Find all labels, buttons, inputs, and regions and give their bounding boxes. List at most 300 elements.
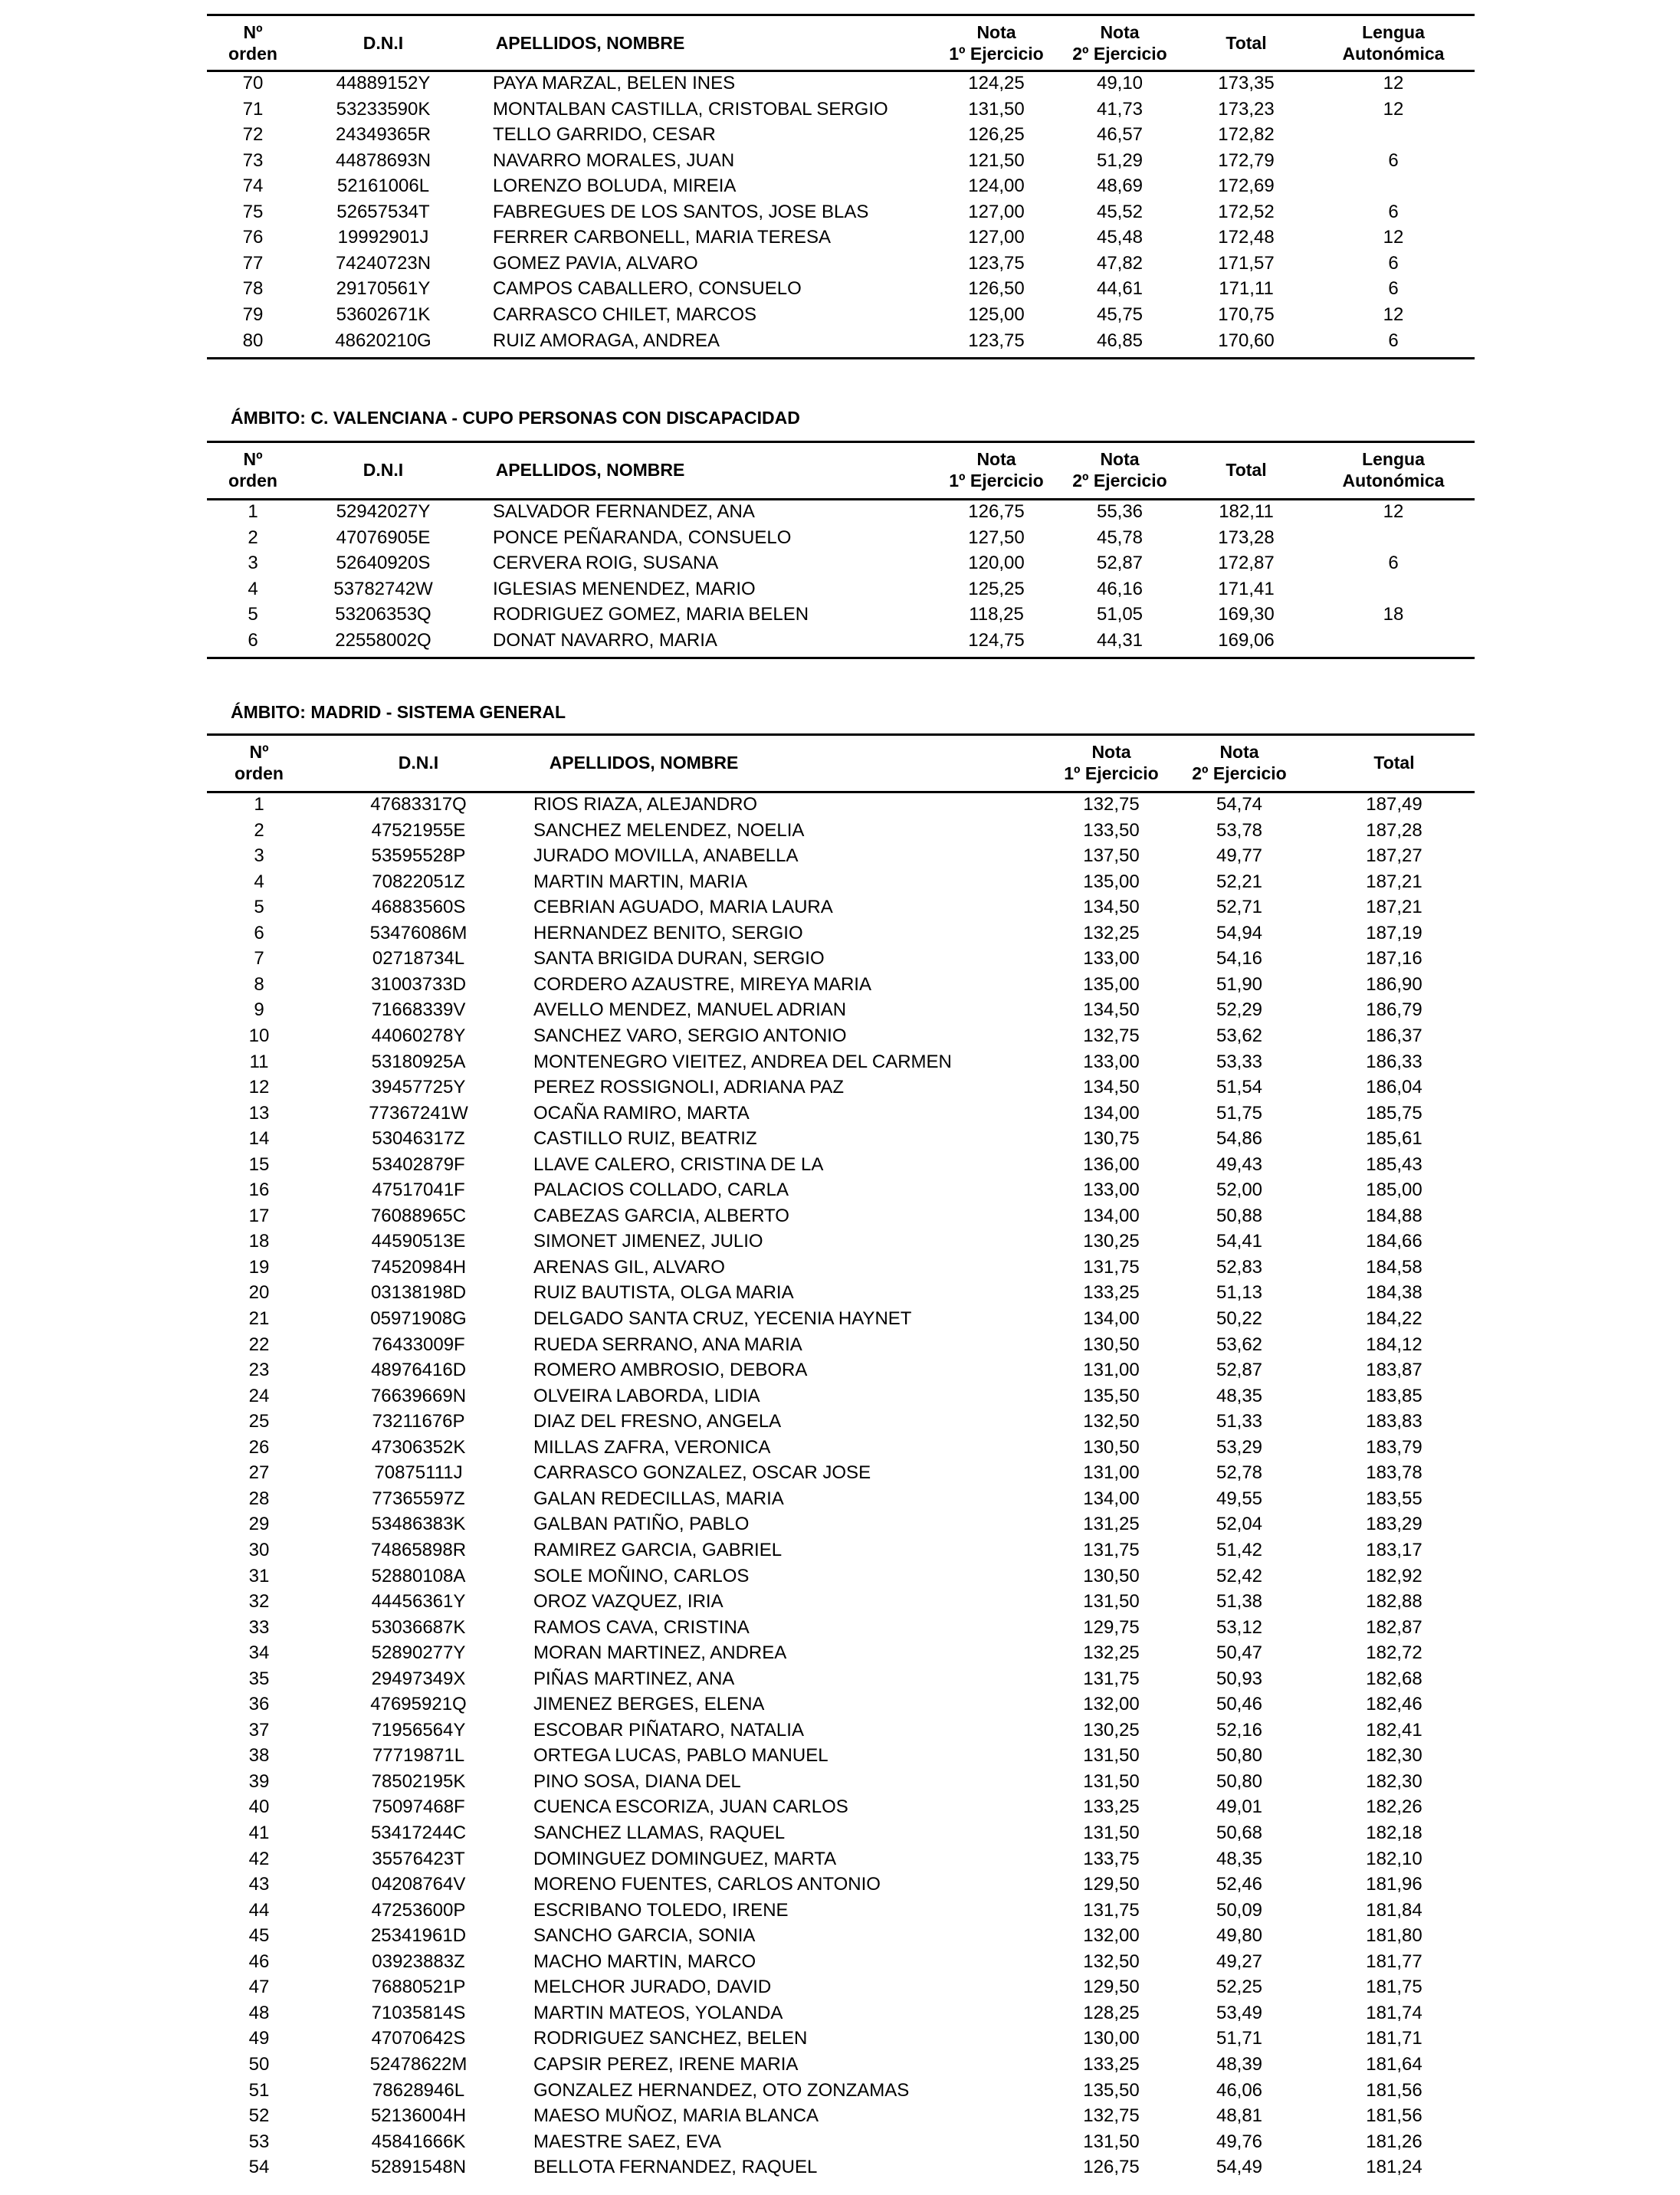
cell-nota2: 44,61 — [1096, 278, 1144, 300]
cell-dni: 76088965C — [370, 1205, 467, 1226]
cell-name: DIAZ DEL FRESNO, ANGELA — [533, 1411, 782, 1432]
cell-name: CAPSIR PEREZ, IRENE MARIA — [533, 2053, 799, 2075]
cell-dni: 78628946L — [372, 2079, 465, 2101]
table-row — [207, 1537, 1475, 1563]
cell-name: FABREGUES DE LOS SANTOS, JOSE BLAS — [493, 201, 869, 222]
table-row — [207, 1177, 1475, 1203]
table-row — [207, 1820, 1475, 1846]
cell-nota2: 49,27 — [1216, 1951, 1263, 1972]
cell-name: LLAVE CALERO, CRISTINA DE LA — [533, 1153, 824, 1175]
table-top-rule — [207, 14, 1475, 16]
header-label: Nota 1º Ejercicio — [949, 22, 1044, 64]
cell-nota1: 123,75 — [968, 252, 1025, 274]
cell-total: 170,60 — [1218, 330, 1275, 351]
table-row — [207, 1769, 1475, 1795]
cell-nota2: 50,09 — [1216, 1899, 1263, 1921]
cell-dni: 74865898R — [370, 1539, 467, 1560]
cell-name: RODRIGUEZ GOMEZ, MARIA BELEN — [493, 604, 809, 625]
cell-nota1: 132,00 — [1083, 1925, 1140, 1947]
table-row — [207, 1229, 1475, 1255]
header-total — [1189, 18, 1304, 67]
cell-total: 182,88 — [1366, 1591, 1422, 1613]
cell-dni: 77367241W — [369, 1102, 468, 1124]
cell-name: RAMOS CAVA, CRISTINA — [533, 1616, 750, 1638]
cell-total: 182,68 — [1366, 1668, 1422, 1689]
results-table-continued — [207, 14, 1475, 359]
cell-dni: 44590513E — [371, 1231, 466, 1252]
table-row — [207, 1949, 1475, 1975]
cell-dni: 44060278Y — [371, 1025, 466, 1046]
cell-nota1: 137,50 — [1083, 845, 1140, 867]
cell-total: 183,85 — [1366, 1385, 1422, 1406]
cell-total: 182,87 — [1366, 1616, 1422, 1638]
cell-nota1: 131,50 — [1083, 1591, 1140, 1613]
cell-dni: 03138198D — [370, 1282, 467, 1304]
cell-orden: 27 — [248, 1462, 270, 1484]
cell-total: 183,79 — [1366, 1436, 1422, 1458]
cell-lengua: 6 — [1388, 330, 1399, 351]
cell-name: MORAN MARTINEZ, ANDREA — [533, 1642, 787, 1664]
cell-nota1: 132,50 — [1083, 1411, 1140, 1432]
header-name — [399, 18, 782, 67]
cell-total: 171,41 — [1218, 578, 1275, 599]
cell-total: 173,35 — [1218, 73, 1275, 94]
cell-dni: 74520984H — [370, 1256, 467, 1278]
cell-nota1: 131,75 — [1083, 1899, 1140, 1921]
cell-nota2: 52,71 — [1216, 897, 1263, 918]
cell-nota1: 135,00 — [1083, 973, 1140, 995]
cell-orden: 31 — [248, 1565, 270, 1586]
cell-name: PAYA MARZAL, BELEN INES — [493, 73, 736, 94]
cell-total: 173,23 — [1218, 98, 1275, 120]
table-row — [207, 1743, 1475, 1769]
cell-orden: 79 — [242, 303, 264, 325]
table-row — [207, 2078, 1475, 2104]
table-row — [207, 328, 1475, 354]
cell-nota2: 53,12 — [1216, 1616, 1263, 1638]
table-row — [207, 2026, 1475, 2052]
cell-nota2: 49,80 — [1216, 1925, 1263, 1947]
cell-nota2: 45,52 — [1096, 201, 1144, 222]
table-row — [207, 2154, 1475, 2180]
header-total — [1337, 738, 1452, 787]
table-row — [207, 1075, 1475, 1101]
cell-orden: 37 — [248, 1719, 270, 1741]
header-label: Total — [1226, 460, 1267, 480]
cell-nota1: 127,50 — [968, 527, 1025, 548]
cell-dni: 53036687K — [371, 1616, 466, 1638]
cell-total: 181,75 — [1366, 1977, 1422, 1998]
cell-nota2: 51,33 — [1216, 1411, 1263, 1432]
cell-total: 181,56 — [1366, 2079, 1422, 2101]
cell-orden: 77 — [242, 252, 264, 274]
cell-orden: 40 — [248, 1796, 270, 1818]
table-row — [207, 148, 1475, 174]
cell-nota2: 52,46 — [1216, 1874, 1263, 1895]
header-label: Nota 1º Ejercicio — [949, 449, 1044, 491]
cell-nota2: 48,39 — [1216, 2053, 1263, 2075]
cell-orden: 50 — [248, 2053, 270, 2075]
table-row — [207, 2103, 1475, 2129]
cell-total: 187,19 — [1366, 922, 1422, 943]
cell-name: JURADO MOVILLA, ANABELLA — [533, 845, 799, 867]
cell-orden: 32 — [248, 1591, 270, 1613]
header-label: Nº orden — [228, 22, 277, 64]
table-row — [207, 1460, 1475, 1486]
table-row — [207, 225, 1475, 251]
cell-nota2: 51,75 — [1216, 1102, 1263, 1124]
cell-total: 183,55 — [1366, 1488, 1422, 1509]
table-row — [207, 1691, 1475, 1718]
table-row — [207, 525, 1475, 551]
cell-total: 182,72 — [1366, 1642, 1422, 1664]
cell-nota1: 130,25 — [1083, 1231, 1140, 1252]
cell-dni: 73211676P — [372, 1411, 465, 1432]
cell-dni: 31003733D — [370, 973, 467, 995]
cell-name: CARRASCO GONZALEZ, OSCAR JOSE — [533, 1462, 871, 1484]
cell-dni: 47076905E — [336, 527, 431, 548]
cell-name: MORENO FUENTES, CARLOS ANTONIO — [533, 1874, 881, 1895]
table-row — [207, 251, 1475, 277]
cell-name: SANCHO GARCIA, SONIA — [533, 1925, 756, 1947]
cell-nota2: 47,82 — [1096, 252, 1144, 274]
cell-name: IGLESIAS MENENDEZ, MARIO — [493, 578, 756, 599]
cell-nota1: 136,00 — [1083, 1153, 1140, 1175]
cell-orden: 17 — [248, 1205, 270, 1226]
cell-dni: 75097468F — [372, 1796, 465, 1818]
cell-orden: 2 — [248, 527, 258, 548]
cell-total: 172,48 — [1218, 227, 1275, 248]
cell-name: CAMPOS CABALLERO, CONSUELO — [493, 278, 802, 300]
cell-nota1: 125,00 — [968, 303, 1025, 325]
table-row — [207, 1101, 1475, 1127]
table-row — [207, 997, 1475, 1023]
cell-nota2: 52,87 — [1216, 1360, 1263, 1381]
header-label: Lengua Autonómica — [1342, 22, 1445, 64]
header-label: Total — [1226, 33, 1267, 53]
cell-dni: 77719871L — [372, 1745, 465, 1767]
cell-orden: 5 — [248, 604, 258, 625]
cell-nota1: 120,00 — [968, 553, 1025, 574]
cell-orden: 45 — [248, 1925, 270, 1947]
table-row — [207, 499, 1475, 525]
cell-name: PALACIOS COLLADO, CARLA — [533, 1180, 789, 1201]
cell-orden: 12 — [248, 1077, 270, 1098]
cell-name: RUIZ BAUTISTA, OLGA MARIA — [533, 1282, 794, 1304]
cell-nota2: 52,83 — [1216, 1256, 1263, 1278]
header-label: D.N.I — [363, 460, 404, 480]
cell-dni: 53206353Q — [335, 604, 431, 625]
cell-dni: 35576423T — [372, 1848, 465, 1869]
cell-orden: 74 — [242, 176, 264, 197]
cell-name: SANCHEZ LLAMAS, RAQUEL — [533, 1823, 786, 1843]
header-orden — [207, 18, 299, 67]
cell-lengua: 12 — [1383, 501, 1404, 522]
table-row — [207, 1872, 1475, 1898]
header-label: Nº orden — [228, 449, 277, 491]
cell-total: 181,71 — [1366, 2028, 1422, 2049]
cell-dni: 77365597Z — [372, 1488, 465, 1509]
cell-nota2: 50,80 — [1216, 1745, 1263, 1767]
header-label: Nota 2º Ejercicio — [1072, 22, 1167, 64]
cell-dni: 44878693N — [335, 149, 431, 171]
cell-name: PONCE PEÑARANDA, CONSUELO — [493, 527, 792, 548]
cell-nota1: 131,75 — [1083, 1668, 1140, 1689]
table-row — [207, 199, 1475, 225]
cell-orden: 28 — [248, 1488, 270, 1509]
cell-orden: 73 — [242, 149, 264, 171]
cell-total: 185,43 — [1366, 1153, 1422, 1175]
table-bottom-rule — [207, 657, 1475, 659]
table-row — [207, 1126, 1475, 1152]
header-nota2 — [1066, 18, 1173, 67]
cell-nota1: 133,25 — [1083, 1796, 1140, 1818]
cell-nota2: 46,57 — [1096, 124, 1144, 146]
cell-nota2: 50,46 — [1216, 1694, 1263, 1715]
cell-dni: 53180925A — [371, 1051, 466, 1072]
cell-dni: 52640920S — [336, 553, 431, 574]
cell-orden: 35 — [248, 1668, 270, 1689]
cell-name: MACHO MARTIN, MARCO — [533, 1951, 756, 1972]
table-row — [207, 1152, 1475, 1178]
cell-name: OROZ VAZQUEZ, IRIA — [533, 1591, 724, 1613]
table-row — [207, 1435, 1475, 1461]
cell-dni: 78502195K — [371, 1770, 466, 1792]
cell-nota1: 134,00 — [1083, 1488, 1140, 1509]
cell-dni: 53233590K — [336, 98, 431, 120]
table-row — [207, 1383, 1475, 1409]
cell-nota2: 52,25 — [1216, 1977, 1263, 1998]
header-name — [399, 445, 782, 494]
cell-orden: 6 — [254, 922, 264, 943]
cell-nota1: 133,25 — [1083, 2053, 1140, 2075]
cell-total: 184,58 — [1366, 1256, 1422, 1278]
cell-name: MARTIN MARTIN, MARIA — [533, 871, 748, 892]
cell-nota1: 134,00 — [1083, 1308, 1140, 1329]
cell-name: OLVEIRA LABORDA, LIDIA — [533, 1385, 760, 1406]
cell-total: 182,30 — [1366, 1770, 1422, 1792]
cell-nota2: 55,36 — [1096, 501, 1144, 522]
cell-dni: 47521955E — [371, 819, 466, 841]
cell-orden: 26 — [248, 1436, 270, 1458]
cell-nota1: 132,25 — [1083, 1642, 1140, 1664]
cell-total: 181,77 — [1366, 1951, 1422, 1972]
cell-nota1: 131,00 — [1083, 1360, 1140, 1381]
cell-dni: 44889152Y — [336, 73, 431, 94]
cell-orden: 71 — [242, 98, 264, 120]
header-total — [1189, 445, 1304, 494]
cell-name: DOMINGUEZ DOMINGUEZ, MARTA — [533, 1848, 837, 1869]
cell-total: 187,27 — [1366, 845, 1422, 867]
cell-name: ARENAS GIL, ALVARO — [533, 1256, 725, 1278]
cell-total: 182,46 — [1366, 1694, 1422, 1715]
cell-nota2: 48,35 — [1216, 1848, 1263, 1869]
table-row — [207, 576, 1475, 602]
cell-name: CABEZAS GARCIA, ALBERTO — [533, 1205, 789, 1226]
cell-name: MILLAS ZAFRA, VERONICA — [533, 1436, 771, 1458]
cell-name: MELCHOR JURADO, DAVID — [533, 1977, 772, 1998]
cell-dni: 48976416D — [370, 1360, 467, 1381]
cell-nota1: 124,75 — [968, 629, 1025, 651]
cell-dni: 52161006L — [336, 176, 430, 197]
cell-nota2: 49,76 — [1216, 2131, 1263, 2152]
cell-nota2: 54,16 — [1216, 948, 1263, 970]
cell-total: 187,28 — [1366, 819, 1422, 841]
header-nota1 — [1050, 738, 1173, 787]
cell-dni: 70822051Z — [372, 871, 465, 892]
cell-nota1: 132,75 — [1083, 2105, 1140, 2127]
cell-name: ROMERO AMBROSIO, DEBORA — [533, 1360, 808, 1381]
cell-orden: 38 — [248, 1745, 270, 1767]
header-label: Nota 2º Ejercicio — [1072, 449, 1167, 491]
cell-name: OCAÑA RAMIRO, MARTA — [533, 1102, 750, 1124]
cell-nota1: 133,75 — [1083, 1848, 1140, 1869]
cell-name: NAVARRO MORALES, JUAN — [493, 149, 735, 171]
cell-orden: 13 — [248, 1102, 270, 1124]
table-row — [207, 792, 1475, 818]
cell-orden: 41 — [248, 1823, 270, 1843]
table-row — [207, 1898, 1475, 1924]
cell-nota2: 50,88 — [1216, 1205, 1263, 1226]
cell-nota2: 52,87 — [1096, 553, 1144, 574]
cell-total: 172,52 — [1218, 201, 1275, 222]
cell-total: 182,41 — [1366, 1719, 1422, 1741]
cell-nota1: 134,00 — [1083, 1205, 1140, 1226]
cell-total: 184,12 — [1366, 1334, 1422, 1355]
cell-orden: 7 — [254, 948, 264, 970]
table-row — [207, 122, 1475, 148]
cell-nota2: 48,35 — [1216, 1385, 1263, 1406]
table-row — [207, 628, 1475, 654]
cell-total: 182,10 — [1366, 1848, 1422, 1869]
cell-nota1: 132,00 — [1083, 1694, 1140, 1715]
cell-name: CEBRIAN AGUADO, MARIA LAURA — [533, 897, 833, 918]
cell-orden: 43 — [248, 1874, 270, 1895]
cell-nota2: 54,49 — [1216, 2157, 1263, 2178]
cell-total: 181,56 — [1366, 2105, 1422, 2127]
results-table-madrid-general — [207, 733, 1475, 2190]
cell-name: MONTENEGRO VIEITEZ, ANDREA DEL CARMEN — [533, 1051, 952, 1072]
cell-nota1: 124,00 — [968, 176, 1025, 197]
table-row — [207, 818, 1475, 844]
cell-name: SIMONET JIMENEZ, JULIO — [533, 1231, 763, 1252]
cell-orden: 70 — [242, 73, 264, 94]
cell-orden: 16 — [248, 1180, 270, 1201]
cell-orden: 5 — [254, 897, 264, 918]
cell-total: 185,61 — [1366, 1128, 1422, 1150]
cell-dni: 19992901J — [337, 227, 429, 248]
cell-nota1: 130,25 — [1083, 1719, 1140, 1741]
cell-total: 181,26 — [1366, 2131, 1422, 2152]
table-row — [207, 920, 1475, 947]
cell-dni: 47517041F — [372, 1180, 465, 1201]
cell-dni: 25341961D — [370, 1925, 467, 1947]
cell-total: 183,87 — [1366, 1360, 1422, 1381]
cell-nota1: 131,50 — [1083, 1823, 1140, 1843]
cell-nota2: 53,78 — [1216, 819, 1263, 841]
cell-total: 184,38 — [1366, 1282, 1422, 1304]
cell-dni: 76639669N — [370, 1385, 467, 1406]
cell-nota1: 125,25 — [968, 578, 1025, 599]
cell-total: 181,96 — [1366, 1874, 1422, 1895]
cell-nota1: 133,00 — [1083, 1180, 1140, 1201]
cell-total: 181,24 — [1366, 2157, 1422, 2178]
cell-total: 181,84 — [1366, 1899, 1422, 1921]
header-nota2 — [1066, 445, 1173, 494]
cell-lengua: 6 — [1388, 252, 1399, 274]
cell-nota1: 134,50 — [1083, 1077, 1140, 1098]
table-row — [207, 1666, 1475, 1692]
cell-nota2: 51,13 — [1216, 1282, 1263, 1304]
cell-nota1: 129,75 — [1083, 1616, 1140, 1638]
cell-dni: 71956564Y — [371, 1719, 466, 1741]
table-row — [207, 1511, 1475, 1537]
cell-lengua: 18 — [1383, 604, 1404, 625]
table-row — [207, 843, 1475, 869]
cell-orden: 18 — [248, 1231, 270, 1252]
cell-name: GALAN REDECILLAS, MARIA — [533, 1488, 784, 1509]
table-row — [207, 1640, 1475, 1666]
header-nota2 — [1186, 738, 1293, 787]
header-label: D.N.I — [398, 753, 439, 773]
cell-dni: 52890277Y — [371, 1642, 466, 1664]
header-nota1 — [935, 18, 1058, 67]
table-row — [207, 276, 1475, 302]
header-name — [452, 738, 835, 787]
cell-orden: 9 — [254, 999, 264, 1021]
cell-name: BELLOTA FERNANDEZ, RAQUEL — [533, 2157, 818, 2178]
cell-nota1: 132,75 — [1083, 1025, 1140, 1046]
cell-nota2: 50,93 — [1216, 1668, 1263, 1689]
table-row — [207, 1023, 1475, 1049]
section-title-madrid-general: ÁMBITO: MADRID - SISTEMA GENERAL — [231, 702, 566, 722]
cell-dni: 46883560S — [371, 897, 466, 918]
table-row — [207, 1718, 1475, 1744]
cell-orden: 51 — [248, 2079, 270, 2101]
cell-orden: 4 — [248, 578, 258, 599]
cell-lengua: 6 — [1388, 278, 1399, 300]
cell-orden: 54 — [248, 2157, 270, 2178]
cell-orden: 39 — [248, 1770, 270, 1792]
cell-dni: 29497349X — [371, 1668, 466, 1689]
cell-total: 182,92 — [1366, 1565, 1422, 1586]
cell-nota1: 130,50 — [1083, 1436, 1140, 1458]
cell-total: 172,87 — [1218, 553, 1275, 574]
table-row — [207, 2129, 1475, 2155]
header-label: Nº orden — [235, 742, 284, 783]
cell-name: RUIZ AMORAGA, ANDREA — [493, 330, 720, 351]
cell-name: RAMIREZ GARCIA, GABRIEL — [533, 1539, 783, 1560]
table-row — [207, 1357, 1475, 1383]
cell-nota2: 45,78 — [1096, 527, 1144, 548]
table-row — [207, 1306, 1475, 1332]
cell-nota2: 48,69 — [1096, 176, 1144, 197]
header-lengua — [1332, 445, 1455, 494]
header-label: Nota 2º Ejercicio — [1192, 742, 1287, 783]
cell-nota2: 50,22 — [1216, 1308, 1263, 1329]
cell-orden: 10 — [248, 1025, 270, 1046]
header-lengua — [1332, 18, 1455, 67]
cell-nota2: 50,47 — [1216, 1642, 1263, 1664]
cell-nota2: 52,04 — [1216, 1514, 1263, 1535]
cell-orden: 76 — [242, 227, 264, 248]
table-row — [207, 2052, 1475, 2078]
cell-dni: 52942027Y — [336, 501, 431, 522]
cell-orden: 6 — [248, 629, 258, 651]
cell-nota1: 131,50 — [968, 98, 1025, 120]
cell-nota2: 54,41 — [1216, 1231, 1263, 1252]
cell-nota1: 133,00 — [1083, 1051, 1140, 1072]
